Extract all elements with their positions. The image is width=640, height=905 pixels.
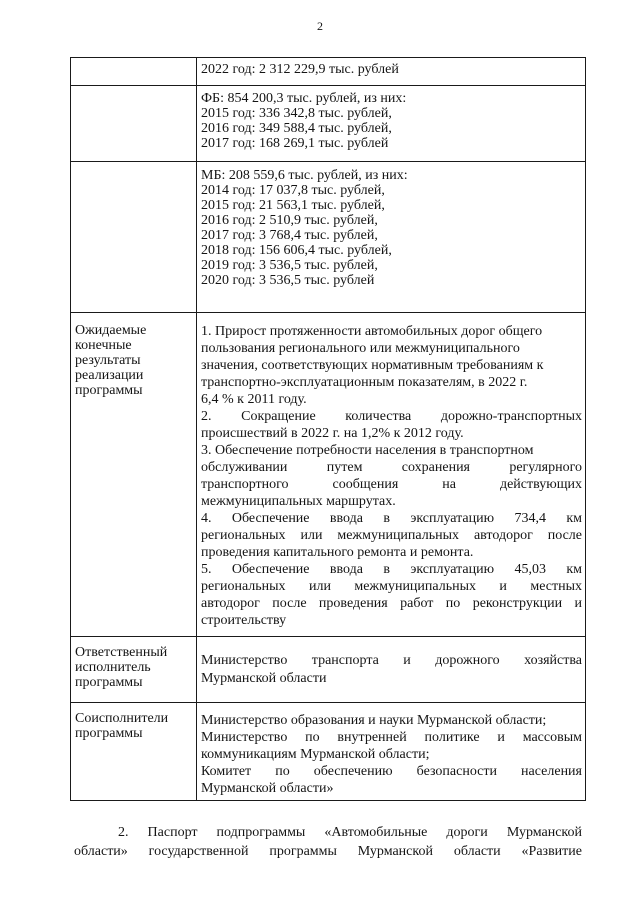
finance-mb-line: 2017 год: 3 768,4 тыс. рублей, [201,228,378,243]
finance-fb-line: ФБ: 854 200,3 тыс. рублей, из них: [201,91,407,106]
results-label-cell [71,313,197,637]
results-line: пользования регионального или межмуниципального [201,341,520,356]
results-line: значения, соответствующих нормативным требованиям к [201,358,544,373]
results-line: транспортно-эксплуатационным показателям, в 2022 г. [201,375,528,390]
results-line: 5. Обеспечение ввода в эксплуатацию 45,03 км [201,562,582,577]
results-label-line: программы [75,383,143,398]
program-passport-table [70,57,586,801]
finance-mb-line: 2018 год: 156 606,4 тыс. рублей, [201,243,392,258]
table-row [71,637,586,703]
results-line: региональных или межмуниципальных и местных [201,579,582,594]
results-line: 1. Прирост протяженности автомобильных дорог общего [201,324,543,339]
finance-mb-line: 2015 год: 21 563,1 тыс. рублей, [201,198,385,213]
coexecutors-label-line: Соисполнители [75,711,169,726]
results-label-line: результаты [75,353,141,368]
finance-mb-line: 2020 год: 3 536,5 тыс. рублей [201,273,375,288]
paragraph-line: 2. Паспорт подпрограммы «Автомобильные дороги Мурманской [118,825,582,840]
responsible-label-cell [71,637,197,703]
finance-2022-cell [197,58,586,86]
results-content-cell [197,313,586,637]
table-row [71,58,586,86]
results-line: 6,4 % к 2011 году. [201,392,307,407]
coexecutors-line: коммуникациям Мурманской области; [201,747,430,762]
finance-mb-line: 2019 год: 3 536,5 тыс. рублей, [201,258,378,273]
table-row [71,162,586,313]
finance-2022-text: 2022 год: 2 312 229,9 тыс. рублей [201,62,399,77]
results-line: обслуживании путем сохранения регулярного [201,460,582,475]
results-label-line: конечные [75,338,132,353]
results-line: региональных или межмуниципальных автодорог после [201,528,582,543]
results-line: автодорог после проведения работ по реконструкции и [201,596,582,611]
empty-label-cell [71,86,197,162]
coexecutors-line: Мурманской области» [201,781,334,796]
page-number: 2 [317,19,323,33]
coexecutors-label-line: программы [75,726,143,741]
coexecutors-content-cell [197,703,586,801]
section-paragraph [74,823,582,861]
responsible-label-line: программы [75,675,143,690]
finance-mb-line: МБ: 208 559,6 тыс. рублей, из них: [201,168,408,183]
results-line: транспортного сообщения на действующих [201,477,582,492]
empty-label-cell [71,162,197,313]
responsible-label-line: исполнитель [75,660,151,675]
results-line: 4. Обеспечение ввода в эксплуатацию 734,4 км [201,511,582,526]
finance-fb-line: 2015 год: 336 342,8 тыс. рублей, [201,106,392,121]
table-row [71,703,586,801]
results-line: строительству [201,613,287,628]
results-label-line: Ожидаемые [75,323,147,338]
finance-fb-line: 2016 год: 349 588,4 тыс. рублей, [201,121,392,136]
finance-fb-cell [197,86,586,162]
results-line: межмуниципальных маршрутах. [201,494,396,509]
responsible-content-cell [197,637,586,703]
responsible-line: Министерство транспорта и дорожного хозяйства [201,652,582,668]
results-line: 2. Сокращение количества дорожно-транспортных [201,409,582,424]
coexecutors-line: Министерство образования и науки Мурманской области; [201,713,547,728]
results-line: проведения капитального ремонта и ремонта. [201,545,474,560]
coexecutors-label-cell [71,703,197,801]
table-row [71,86,586,162]
results-line: происшествий в 2022 г. на 1,2% к 2012 году. [201,426,464,441]
results-label-line: реализации [75,368,144,383]
finance-mb-cell [197,162,586,313]
finance-mb-line: 2016 год: 2 510,9 тыс. рублей, [201,213,378,228]
table-row [71,313,586,637]
paragraph-line: области» государственной программы Мурманской области «Развитие [74,844,582,859]
coexecutors-line: Комитет по обеспечению безопасности населения [201,764,582,779]
finance-fb-line: 2017 год: 168 269,1 тыс. рублей [201,136,389,151]
responsible-label-line: Ответственный [75,645,168,660]
coexecutors-line: Министерство по внутренней политике и массовым [201,730,582,745]
finance-mb-line: 2014 год: 17 037,8 тыс. рублей, [201,183,385,198]
responsible-line: Мурманской области [201,670,327,686]
empty-label-cell [71,58,197,86]
results-line: 3. Обеспечение потребности населения в транспортном [201,443,534,458]
